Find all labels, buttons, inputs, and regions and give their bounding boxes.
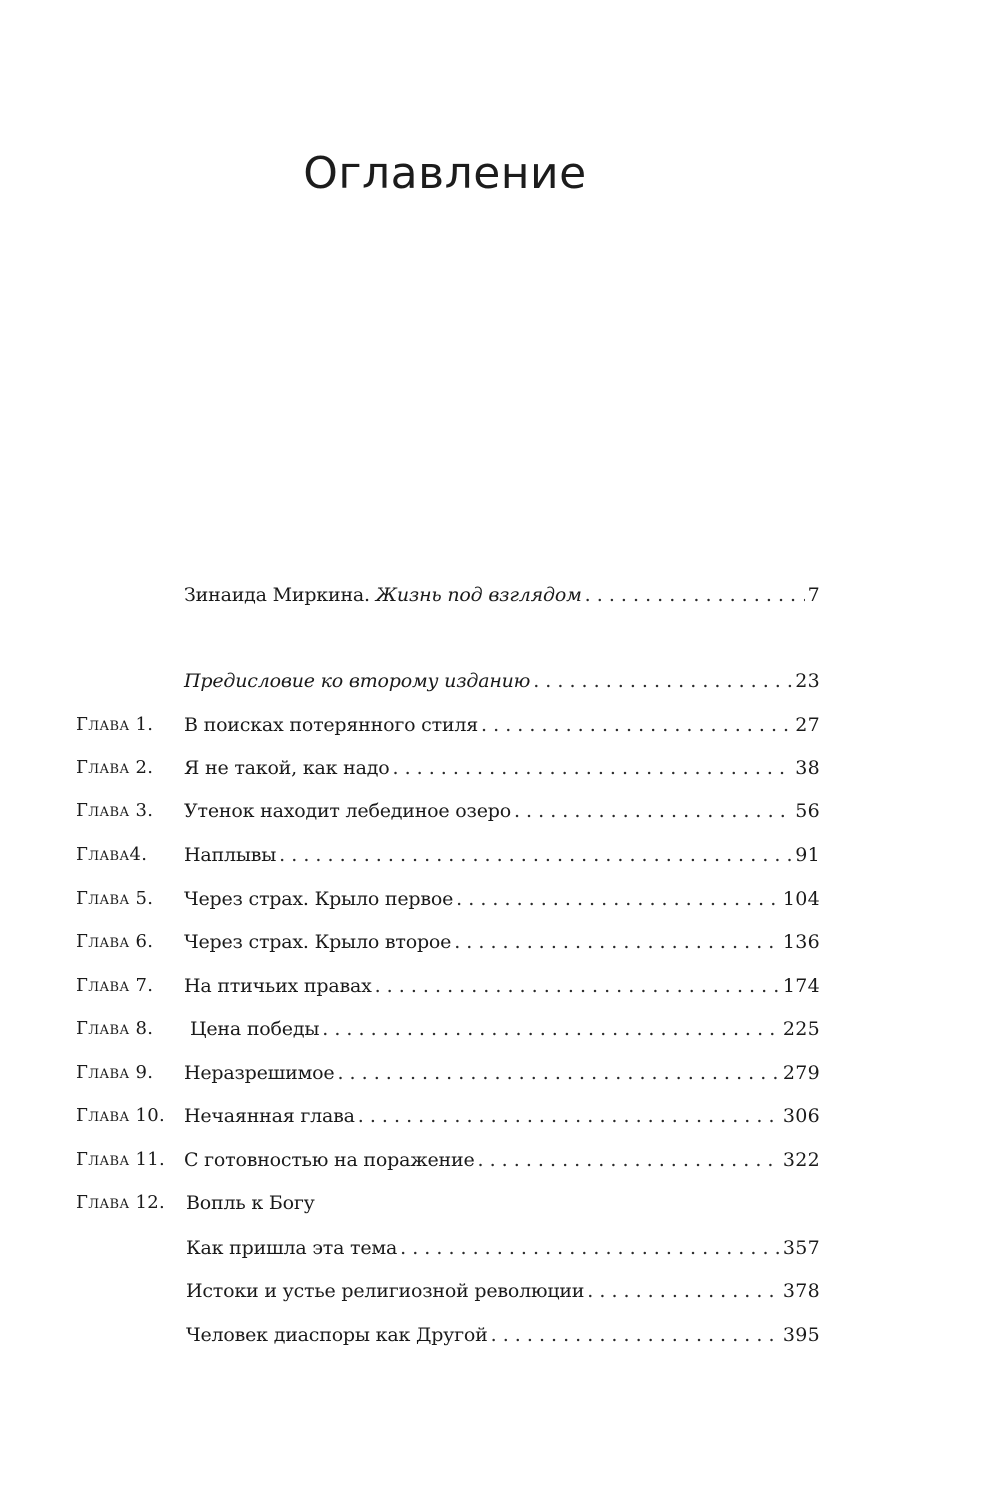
dot-leader: [533, 666, 792, 696]
toc-entry-title: В поисках потерянного стиля: [184, 714, 479, 736]
toc-entry-chapter-3[interactable]: [76, 796, 820, 826]
toc-entry-chapter-label: Глава 8.: [76, 1018, 154, 1039]
toc-entry-body: [184, 1058, 820, 1088]
toc-entry-chapter-label: Глава 1.: [76, 714, 154, 735]
toc-entry-page: 7: [807, 584, 820, 606]
toc-entry-body: [184, 580, 820, 610]
toc-entry-author: Зинаида Миркина.: [184, 584, 376, 606]
toc-entry-page: 38: [795, 757, 820, 779]
toc-entry-body: [184, 1101, 820, 1131]
toc-entry-title: [184, 580, 582, 610]
toc-entry-chapter-label: Глава 11.: [76, 1149, 166, 1170]
toc-subentry[interactable]: [76, 1276, 820, 1306]
dot-leader: [358, 1101, 780, 1131]
toc-entry-page: 91: [795, 844, 820, 866]
toc-entry-title: Цена победы: [190, 1018, 320, 1040]
toc-entry-chapter-11[interactable]: [76, 1145, 820, 1175]
toc-entry-chapter-label: Глава 2.: [76, 757, 154, 778]
toc-entry-body: [184, 710, 820, 740]
toc-entry-body: [186, 1320, 820, 1350]
dot-leader: [322, 1014, 780, 1044]
dot-leader: [481, 710, 792, 740]
dot-leader: [400, 1233, 780, 1263]
toc-entry-page: 279: [782, 1062, 820, 1084]
toc-entry-chapter-5[interactable]: [76, 884, 820, 914]
dot-leader: [454, 927, 780, 957]
toc-entry-page: 322: [782, 1149, 820, 1171]
toc-entry-chapter-1[interactable]: [76, 710, 820, 740]
toc-entry-body: [184, 753, 820, 783]
toc-entry-body: [186, 1188, 820, 1218]
dot-leader: [587, 1276, 780, 1306]
toc-entry-title: Через страх. Крыло первое: [184, 888, 454, 910]
toc-entry-body: [186, 1233, 820, 1263]
toc-entry-chapter-label: Глава4.: [76, 844, 148, 865]
toc-entry-title: Неразрешимое: [184, 1062, 335, 1084]
toc-entry-chapter-8[interactable]: [76, 1014, 820, 1044]
toc-entry-title: С готовностью на поражение: [184, 1149, 475, 1171]
toc-entry-page: 56: [795, 800, 820, 822]
toc-entry-title: Вопль к Богу: [186, 1192, 315, 1214]
toc-entry-page: 306: [782, 1105, 820, 1127]
toc-entry-page: 225: [782, 1018, 820, 1040]
toc-entry-chapter-label: Глава 12.: [76, 1192, 166, 1213]
toc-entry-body: [184, 796, 820, 826]
toc-entry-page: 357: [782, 1237, 820, 1259]
toc-entry-chapter-label: Глава 6.: [76, 931, 154, 952]
toc-entry-title: Утенок находит лебединое озеро: [184, 800, 511, 822]
dot-leader: [514, 796, 792, 826]
dot-leader: [456, 884, 780, 914]
toc-entry-chapter-label: Глава 5.: [76, 888, 154, 909]
toc-entry-chapter-12[interactable]: [76, 1188, 820, 1218]
toc-entry-chapter-label: Глава 9.: [76, 1062, 154, 1083]
toc-entry-title: Через страх. Крыло второе: [184, 931, 452, 953]
toc-entry-chapter-6[interactable]: [76, 927, 820, 957]
toc-entry-page: 136: [782, 931, 820, 953]
toc-entry-body: [184, 971, 820, 1001]
toc-entry-title: На птичьих правах: [184, 975, 372, 997]
toc-entry-title: Нечаянная глава: [184, 1105, 355, 1127]
toc-entry-chapter-label: Глава 7.: [76, 975, 154, 996]
toc-entry-chapter-7[interactable]: [76, 971, 820, 1001]
toc-entry-miarkina[interactable]: [76, 580, 820, 610]
toc-entry-page: 378: [782, 1280, 820, 1302]
toc-entry-chapter-label: Глава 10.: [76, 1105, 166, 1126]
dot-leader: [279, 840, 792, 870]
toc-entry-chapter-2[interactable]: [76, 753, 820, 783]
toc-entry-title: Как пришла эта тема: [186, 1237, 398, 1259]
page-title: Оглавление: [303, 148, 587, 199]
toc-entry-chapter-4[interactable]: [76, 840, 820, 870]
toc-entry-chapter-label: Глава 3.: [76, 800, 154, 821]
toc-entry-page: 395: [782, 1324, 820, 1346]
toc-entry-title: Предисловие ко второму изданию: [184, 670, 531, 692]
toc-entry-title: Наплывы: [184, 844, 277, 866]
dot-leader: [491, 1320, 780, 1350]
dot-leader: [585, 580, 805, 610]
toc-entry-title: Человек диаспоры как Другой: [186, 1324, 488, 1346]
toc-entry-body: [184, 1145, 820, 1175]
toc-subentry[interactable]: [76, 1233, 820, 1263]
toc-entry-page: 174: [782, 975, 820, 997]
toc-subentry[interactable]: [76, 1320, 820, 1350]
toc-entry-page: 23: [795, 670, 820, 692]
toc-entry-body: [184, 884, 820, 914]
toc-entry-page: 27: [795, 714, 820, 736]
toc-entry-body: [184, 840, 820, 870]
toc-entry-body: [184, 927, 820, 957]
dot-leader: [478, 1145, 780, 1175]
toc-entry-preface[interactable]: [76, 666, 820, 696]
dot-leader: [337, 1058, 779, 1088]
toc-entry-body: [190, 1014, 820, 1044]
toc-entry-page: 104: [782, 888, 820, 910]
toc-entry-body: [184, 666, 820, 696]
dot-leader: [375, 971, 780, 1001]
toc-entry-chapter-9[interactable]: [76, 1058, 820, 1088]
toc-entry-title: Истоки и устье религиозной революции: [186, 1280, 585, 1302]
toc-entry-title: Я не такой, как надо: [184, 757, 390, 779]
toc-entry-body: [186, 1276, 820, 1306]
dot-leader: [392, 753, 792, 783]
toc-entry-italic-title: Жизнь под взглядом: [375, 584, 582, 606]
toc-entry-chapter-10[interactable]: [76, 1101, 820, 1131]
